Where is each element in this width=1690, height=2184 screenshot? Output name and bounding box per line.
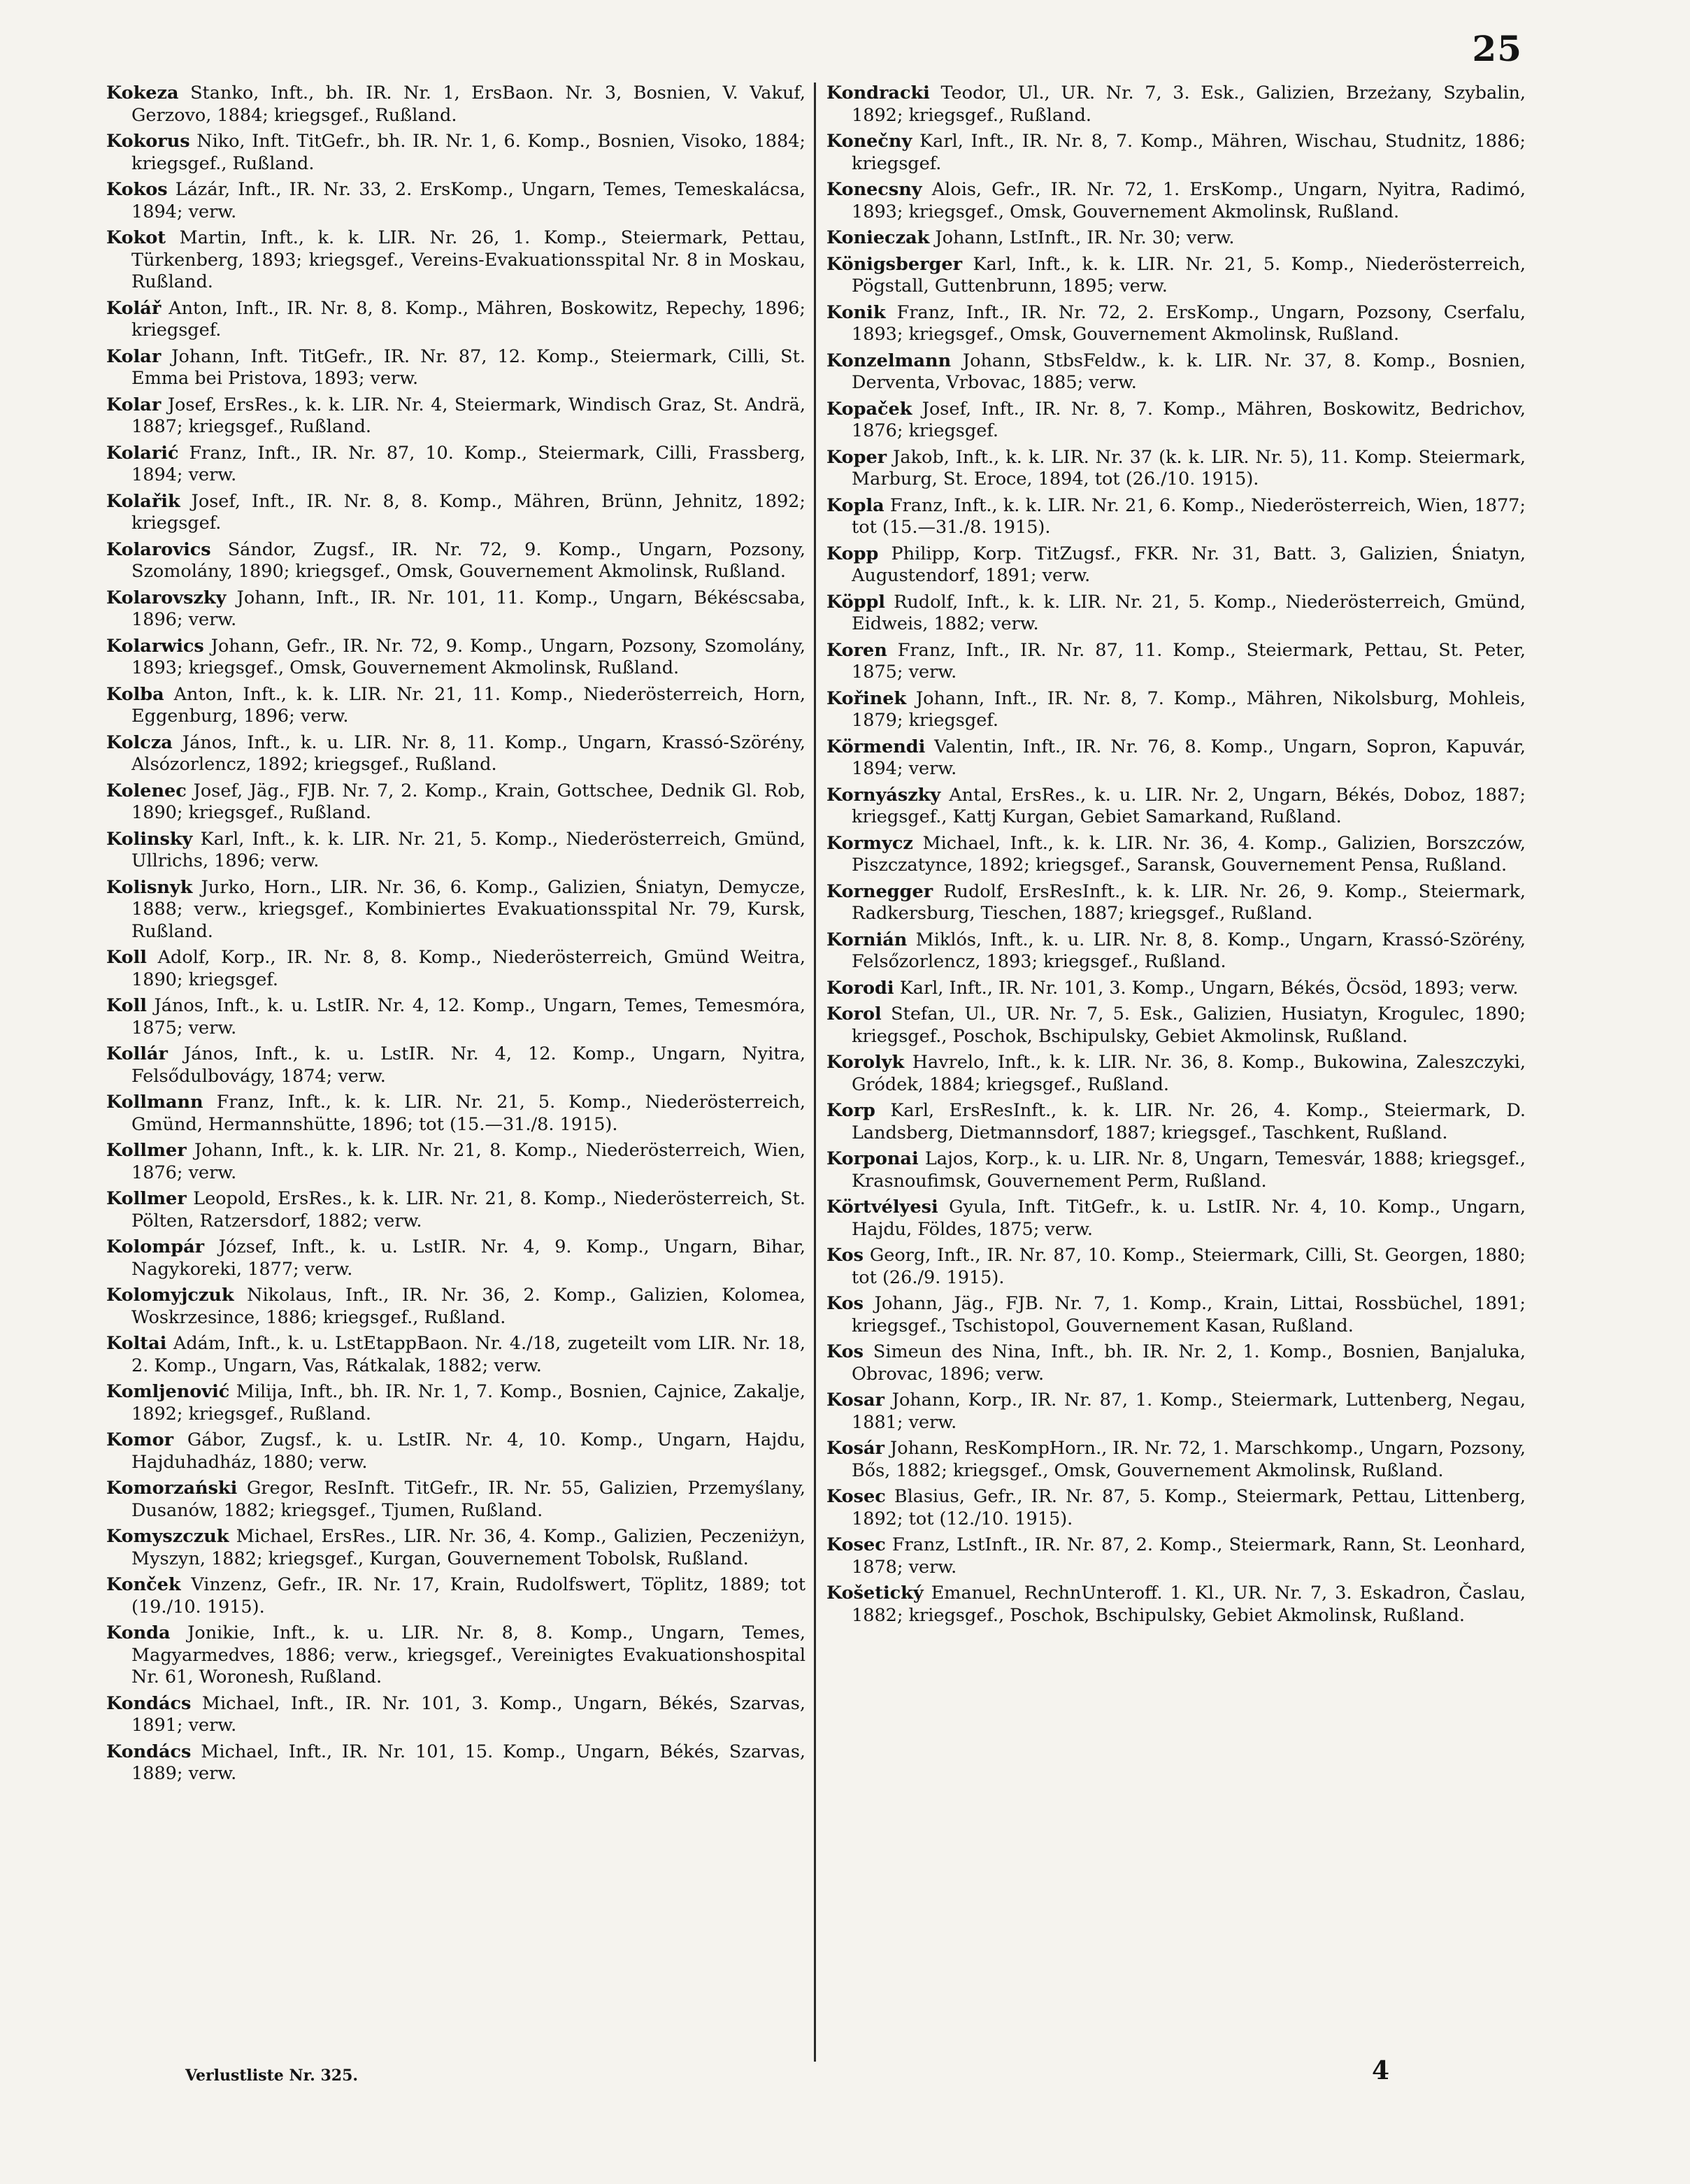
entry-surname: Kos [826, 1293, 864, 1314]
entry-details: Karl, Inft., k. k. LIR. Nr. 21, 5. Komp., Niederösterreich, Pögstall, Guttenbrunn, 1895; verw. [852, 253, 1526, 297]
entry-surname: Kokeza [106, 83, 179, 104]
list-entry [826, 1004, 1526, 1048]
entry-details: Franz, Inft., k. k. LIR. Nr. 21, 6. Komp., Niederösterreich, Wien, 1877; tot (15.—31./8. 1915). [852, 494, 1526, 538]
list-entry [826, 350, 1526, 394]
list-entry [106, 179, 805, 223]
entry-details: Nikolaus, Inft., IR. Nr. 36, 2. Komp., Galizien, Kolomea, Woskrzesince, 1886; kriegsgef., Rußland. [131, 1285, 805, 1328]
entry-details: Karl, ErsResInft., k. k. LIR. Nr. 26, 4. Komp., Steiermark, D. Landsberg, Dietmannsdorf, 1887; kriegsgef., Taschkent, Rußland. [852, 1100, 1526, 1143]
entry-surname: Kolomyjczuk [106, 1285, 234, 1306]
entry-surname: Kollmer [106, 1188, 187, 1209]
list-entry [826, 833, 1526, 877]
entry-details: Franz, Inft., IR. Nr. 87, 11. Komp., Steiermark, Pettau, St. Peter, 1875; verw. [852, 639, 1526, 683]
entry-details: Johann, Korp., IR. Nr. 87, 1. Komp., Steiermark, Luttenberg, Negau, 1881; verw. [852, 1390, 1526, 1433]
entry-details: Josef, Inft., IR. Nr. 8, 7. Komp., Mähren, Boskowitz, Bedrichov, 1876; kriegsgef. [852, 398, 1526, 441]
entry-details: Michael, ErsRes., LIR. Nr. 36, 4. Komp., Galizien, Peczeniżyn, Myszyn, 1882; kriegsgef., Kurgan, Gouvernement Tobolsk, Rußland. [131, 1526, 805, 1569]
entry-details: Georg, Inft., IR. Nr. 87, 10. Komp., Steiermark, Cilli, St. Georgen, 1880; tot (26./9. 1915). [852, 1245, 1526, 1288]
entry-details: Rudolf, ErsResInft., k. k. LIR. Nr. 26, 9. Komp., Steiermark, Radkersburg, Tieschen, 1887; kriegsgef., Rußland. [852, 880, 1526, 924]
list-entry [106, 1092, 805, 1136]
entry-details: Blasius, Gefr., IR. Nr. 87, 5. Komp., Steiermark, Pettau, Littenberg, 1892; tot (12./10. 1915). [852, 1486, 1526, 1529]
column-divider [814, 83, 816, 2062]
list-entry [826, 688, 1526, 732]
list-entry [826, 83, 1526, 127]
list-entry [826, 1534, 1526, 1578]
entry-details: Johann, Jäg., FJB. Nr. 7, 1. Komp., Krain, Littai, Rossbüchel, 1891; kriegsgef., Tschistopol, Gouvernement Kasan, Rußland. [852, 1293, 1526, 1336]
list-entry [106, 1285, 805, 1329]
entry-surname: Kollmann [106, 1092, 203, 1113]
entry-details: Johann, Inft., k. k. LIR. Nr. 21, 8. Komp., Niederösterreich, Wien, 1876; verw. [131, 1140, 805, 1183]
list-entry [826, 881, 1526, 925]
entry-surname: Kolinsky [106, 828, 193, 850]
list-entry [106, 829, 805, 873]
list-entry [106, 732, 805, 776]
list-entry [826, 929, 1526, 973]
list-entry [826, 227, 1526, 250]
list-entry [826, 302, 1526, 346]
list-entry [106, 1236, 805, 1280]
list-entry [826, 736, 1526, 780]
entry-surname: Konček [106, 1574, 181, 1595]
entry-details: Michael, Inft., IR. Nr. 101, 3. Komp., Ungarn, Békés, Szarvas, 1891; verw. [131, 1692, 805, 1736]
entry-surname: Konda [106, 1622, 171, 1643]
entry-details: Rudolf, Inft., k. k. LIR. Nr. 21, 5. Komp., Niederösterreich, Gmünd, Eidweis, 1882; verw. [852, 591, 1526, 634]
entry-details: Stefan, Ul., UR. Nr. 7, 5. Esk., Galizien, Husiatyn, Krogulec, 1890; kriegsgef., Poschok, Bschipulsky, Gebiet Akmolinsk, Rußland. [852, 1004, 1526, 1047]
entry-details: Havrelo, Inft., k. k. LIR. Nr. 36, 8. Komp., Bukowina, Zaleszczyki, Gródek, 1884; kriegsgef., Rußland. [852, 1052, 1526, 1095]
entry-surname: Kornyászky [826, 784, 941, 806]
entry-surname: Kondács [106, 1741, 192, 1762]
entry-details: Anton, Inft., k. k. LIR. Nr. 21, 11. Komp., Niederösterreich, Horn, Eggenburg, 1896; verw. [131, 683, 806, 727]
entry-surname: Kolar [106, 345, 162, 367]
entry-details: Stanko, Inft., bh. IR. Nr. 1, ErsBaon. Nr. 3, Bosnien, V. Vakuf, Gerzovo, 1884; kriegsgef., Rußland. [131, 83, 805, 126]
list-entry [826, 785, 1526, 829]
entry-surname: Kokorus [106, 131, 190, 152]
list-entry [826, 131, 1526, 175]
list-entry [826, 1486, 1526, 1530]
entry-details: Gyula, Inft. TitGefr., k. u. LstIR. Nr. 4, 10. Komp., Ungarn, Hajdu, Földes, 1875; verw. [852, 1197, 1526, 1240]
entry-details: Karl, Inft., IR. Nr. 8, 7. Komp., Mähren, Wischau, Studnitz, 1886; kriegsgef. [852, 131, 1526, 174]
entry-surname: Köppl [826, 591, 885, 613]
entry-details: Milija, Inft., bh. IR. Nr. 1, 7. Komp., Bosnien, Cajnice, Zakalje, 1892; kriegsgef., Rußland. [131, 1381, 806, 1425]
page-number: 25 [1472, 28, 1522, 69]
list-entry [826, 1341, 1526, 1385]
entry-surname: Kosec [826, 1486, 886, 1507]
list-entry [826, 1052, 1526, 1096]
entry-surname: Koper [826, 446, 887, 468]
list-entry [106, 1333, 805, 1377]
list-entry [826, 1583, 1526, 1627]
entry-details: Emanuel, RechnUnteroff. 1. Kl., UR. Nr. 7, 3. Eskadron, Časlau, 1882; kriegsgef., Poschok, Bschipulsky, Gebiet Akmolinsk, Rußland. [852, 1583, 1526, 1626]
entry-surname: Kokot [106, 227, 166, 248]
list-entry [106, 1693, 805, 1737]
entry-surname: Korolyk [826, 1052, 905, 1073]
entry-surname: Korodi [826, 977, 894, 999]
entry-details: Franz, LstInft., IR. Nr. 87, 2. Komp., Steiermark, Rann, St. Leonhard, 1878; verw. [852, 1534, 1526, 1578]
entry-surname: Komorzański [106, 1478, 238, 1499]
entry-surname: Komyszczuk [106, 1526, 229, 1547]
list-entry [826, 399, 1526, 443]
entry-details: Johann, Inft. TitGefr., IR. Nr. 87, 12. Komp., Steiermark, Cilli, St. Emma bei Pristova, 1893; verw. [131, 345, 805, 389]
entry-surname: Kos [826, 1245, 864, 1266]
list-entry [106, 346, 805, 390]
entry-details: Jakob, Inft., k. k. LIR. Nr. 37 (k. k. LIR. Nr. 5), 11. Komp. Steiermark, Marburg, St. Eroce, 1894, tot (26./10. 1915). [852, 446, 1526, 490]
entry-details: Teodor, Ul., UR. Nr. 7, 3. Esk., Galizien, Brzeżany, Szybalin, 1892; kriegsgef., Rußland. [852, 83, 1526, 126]
entry-details: Johann, Inft., IR. Nr. 8, 7. Komp., Mähren, Nikolsburg, Mohleis, 1879; kriegsgef. [852, 687, 1526, 731]
entry-surname: Kolarovszky [106, 587, 227, 608]
entry-details: Anton, Inft., IR. Nr. 8, 8. Komp., Mähren, Boskowitz, Repechy, 1896; kriegsgef. [131, 297, 805, 341]
entry-details: Leopold, ErsRes., k. k. LIR. Nr. 21, 8. Komp., Niederösterreich, St. Pölten, Ratzersdorf, 1882; verw. [131, 1188, 805, 1232]
entry-details: Gábor, Zugsf., k. u. LstIR. Nr. 4, 10. Komp., Ungarn, Hajdu, Hajduhadház, 1880; verw. [131, 1429, 805, 1473]
entry-details: Johann, LstInft., IR. Nr. 30; verw. [935, 227, 1235, 248]
list-entry [106, 1741, 805, 1785]
entry-details: Franz, Inft., IR. Nr. 72, 2. ErsKomp., Ungarn, Pozsony, Cserfalu, 1893; kriegsgef., Omsk, Gouvernement Akmolinsk, Rußland. [852, 301, 1526, 345]
list-entry [106, 227, 805, 294]
entry-surname: Körtvélyesi [826, 1197, 938, 1218]
entry-details: Simeun des Nina, Inft., bh. IR. Nr. 2, 1. Komp., Bosnien, Banjaluka, Obrovac, 1896; verw. [852, 1341, 1526, 1385]
entry-details: Josef, Inft., IR. Nr. 8, 8. Komp., Mähren, Brünn, Jehnitz, 1892; kriegsgef. [131, 490, 805, 534]
left-column [106, 83, 805, 1790]
entry-surname: Kolář [106, 297, 162, 319]
entry-details: József, Inft., k. u. LstIR. Nr. 4, 9. Komp., Ungarn, Bihar, Nagykoreki, 1877; verw. [131, 1236, 806, 1280]
entry-details: Michael, Inft., IR. Nr. 101, 15. Komp., Ungarn, Békés, Szarvas, 1889; verw. [131, 1741, 806, 1784]
entry-surname: Kosár [826, 1438, 885, 1459]
list-entry [106, 877, 805, 943]
footer-list-number: Verlustliste Nr. 325. [185, 2067, 359, 2085]
entry-surname: Koll [106, 995, 147, 1016]
entry-surname: Kos [826, 1341, 864, 1362]
entry-surname: Körmendi [826, 736, 926, 757]
list-entry [106, 947, 805, 991]
entry-details: Jurko, Horn., LIR. Nr. 36, 6. Komp., Galizien, Śniatyn, Demycze, 1888; verw., kriegsgef., Kombiniertes Evakuationsspital Nr. 79, Kursk, Rußland. [131, 876, 805, 942]
entry-surname: Kolar [106, 394, 162, 415]
list-entry [106, 1622, 805, 1689]
entry-surname: Kosar [826, 1390, 885, 1411]
entry-details: Karl, Inft., k. k. LIR. Nr. 21, 5. Komp., Niederösterreich, Gmünd, Ullrichs, 1896; verw. [131, 828, 806, 871]
entry-surname: Kolba [106, 683, 164, 705]
list-entry [106, 780, 805, 825]
entry-details: Vinzenz, Gefr., IR. Nr. 17, Krain, Rudolfswert, Töplitz, 1889; tot (19./10. 1915). [131, 1574, 805, 1618]
entry-surname: Korp [826, 1100, 875, 1121]
list-entry [106, 1381, 805, 1425]
list-entry [826, 1245, 1526, 1289]
list-entry [826, 1100, 1526, 1144]
list-entry [826, 1438, 1526, 1482]
entry-details: Sándor, Zugsf., IR. Nr. 72, 9. Komp., Ungarn, Pozsony, Szomolány, 1890; kriegsgef., Omsk, Gouvernement Akmolinsk, Rußland. [131, 538, 805, 582]
list-entry [826, 179, 1526, 223]
list-entry [826, 254, 1526, 298]
list-entry [106, 1478, 805, 1522]
entry-details: Franz, Inft., IR. Nr. 87, 10. Komp., Steiermark, Cilli, Frassberg, 1894; verw. [131, 442, 805, 485]
entry-details: Niko, Inft. TitGefr., bh. IR. Nr. 1, 6. Komp., Bosnien, Visoko, 1884; kriegsgef., Rußland. [131, 131, 806, 174]
entry-details: Lajos, Korp., k. u. LIR. Nr. 8, Ungarn, Temesvár, 1888; kriegsgef., Krasnoufimsk, Gouvernement Perm, Rußland. [852, 1148, 1526, 1192]
entry-surname: Kosec [826, 1534, 886, 1555]
list-entry [106, 131, 805, 175]
entry-surname: Kořinek [826, 687, 907, 709]
list-entry [826, 1293, 1526, 1337]
entry-surname: Konik [826, 301, 886, 323]
list-entry [826, 543, 1526, 587]
entry-surname: Koren [826, 639, 887, 661]
entry-surname: Korol [826, 1004, 882, 1025]
entry-surname: Konzelmann [826, 350, 952, 371]
list-entry [106, 1526, 805, 1570]
entry-surname: Kolenec [106, 780, 187, 801]
entry-details: Franz, Inft., k. k. LIR. Nr. 21, 5. Komp., Niederösterreich, Gmünd, Hermannshütte, 1896; tot (15.—31./8. 1915). [131, 1092, 805, 1135]
list-entry [826, 978, 1526, 1000]
list-entry [106, 636, 805, 680]
entry-surname: Kolarwics [106, 635, 204, 657]
entry-details: Adám, Inft., k. u. LstEtappBaon. Nr. 4./18, zugeteilt vom LIR. Nr. 18, 2. Komp., Ungarn, Vas, Rátkalak, 1882; verw. [131, 1333, 806, 1376]
entry-details: Alois, Gefr., IR. Nr. 72, 1. ErsKomp., Ungarn, Nyitra, Radimó, 1893; kriegsgef., Omsk, Gouvernement Akmolinsk, Rußland. [852, 179, 1526, 222]
list-entry [106, 443, 805, 487]
entry-surname: Kopp [826, 543, 879, 564]
entry-details: Martin, Inft., k. k. LIR. Nr. 26, 1. Komp., Steiermark, Pettau, Türkenberg, 1893; kriegsgef., Vereins-Evakuationsspital Nr. 8 in Moskau, Rußland. [131, 227, 805, 292]
list-entry [826, 1148, 1526, 1192]
list-entry [106, 83, 805, 127]
list-entry [106, 1574, 805, 1618]
list-entry [826, 447, 1526, 491]
list-entry [826, 1197, 1526, 1241]
entry-surname: Kolarovics [106, 538, 211, 560]
entry-details: Josef, Jäg., FJB. Nr. 7, 2. Komp., Krain, Gottschee, Dednik Gl. Rob, 1890; kriegsgef., Rußland. [131, 780, 806, 823]
entry-details: Philipp, Korp. TitZugsf., FKR. Nr. 31, Batt. 3, Galizien, Śniatyn, Augustendorf, 1891; verw. [852, 543, 1526, 586]
entry-surname: Konečny [826, 131, 912, 152]
list-entry [106, 1188, 805, 1232]
entry-surname: Kollár [106, 1043, 168, 1064]
entry-details: Karl, Inft., IR. Nr. 101, 3. Komp., Ungarn, Békés, Öcsöd, 1893; verw. [899, 977, 1519, 999]
entry-surname: Komor [106, 1429, 174, 1450]
entry-surname: Kolařik [106, 490, 180, 512]
list-entry [106, 539, 805, 583]
list-entry [106, 1429, 805, 1473]
entry-surname: Kolarić [106, 442, 179, 464]
entry-details: Antal, ErsRes., k. u. LIR. Nr. 2, Ungarn, Békés, Doboz, 1887; kriegsgef., Kattj Kurgan, Gebiet Samarkand, Rußland. [852, 784, 1526, 827]
list-entry [106, 1140, 805, 1184]
right-column [826, 83, 1526, 1631]
entry-surname: Kornián [826, 929, 908, 950]
entry-details: Johann, StbsFeldw., k. k. LIR. Nr. 37, 8. Komp., Bosnien, Derventa, Vrbovac, 1885; verw. [852, 350, 1526, 393]
list-entry [106, 394, 805, 438]
entry-surname: Korponai [826, 1148, 919, 1169]
entry-details: Michael, Inft., k. k. LIR. Nr. 36, 4. Komp., Galizien, Borszczów, Piszczatynce, 1892; kriegsgef., Saransk, Gouvernement Pensa, Rußland. [852, 832, 1526, 876]
entry-details: Johann, ResKompHorn., IR. Nr. 72, 1. Marschkomp., Ungarn, Pozsony, Bős, 1882; kriegsgef., Omsk, Gouvernement Akmolinsk, Rußland. [852, 1438, 1526, 1481]
entry-details: Adolf, Korp., IR. Nr. 8, 8. Komp., Niederösterreich, Gmünd Weitra, 1890; kriegsgef. [131, 947, 805, 990]
entry-details: János, Inft., k. u. LstIR. Nr. 4, 12. Komp., Ungarn, Temes, Temesmóra, 1875; verw. [131, 995, 805, 1039]
entry-details: János, Inft., k. u. LIR. Nr. 8, 11. Komp., Ungarn, Krassó-Szörény, Alsózorlencz, 1892; kriegsgef., Rußland. [131, 731, 805, 775]
entry-surname: Kornegger [826, 880, 933, 902]
entry-surname: Kollmer [106, 1140, 187, 1161]
list-entry [106, 1043, 805, 1087]
entry-surname: Kopaček [826, 398, 912, 420]
entry-surname: Koll [106, 947, 147, 968]
list-entry [106, 684, 805, 728]
entry-surname: Košetický [826, 1583, 924, 1604]
entry-details: Gregor, ResInft. TitGefr., IR. Nr. 55, Galizien, Przemyślany, Dusanów, 1882; kriegsgef., Tjumen, Rußland. [131, 1478, 806, 1521]
entry-details: Jonikie, Inft., k. u. LIR. Nr. 8, 8. Komp., Ungarn, Temes, Magyarmedves, 1886; verw., kriegsgef., Vereinigtes Evakuationshospital Nr. 61, Woronesh, Rußland. [131, 1622, 806, 1687]
footer-signature-mark: 4 [1372, 2056, 1390, 2085]
entry-surname: Kolcza [106, 731, 173, 753]
list-entry [106, 587, 805, 631]
entry-surname: Konecsny [826, 179, 922, 200]
entry-surname: Konieczak [826, 227, 930, 248]
entry-details: Johann, Gefr., IR. Nr. 72, 9. Komp., Ungarn, Pozsony, Szomolány, 1893; kriegsgef., Omsk, Gouvernement Akmolinsk, Rußland. [131, 635, 805, 678]
entry-surname: Kolisnyk [106, 876, 193, 898]
list-entry [826, 640, 1526, 684]
entry-surname: Kopla [826, 494, 885, 516]
entry-surname: Kondracki [826, 83, 930, 104]
entry-surname: Komljenović [106, 1381, 230, 1402]
list-entry [106, 298, 805, 342]
entry-surname: Kondács [106, 1692, 192, 1714]
entry-surname: Kokos [106, 179, 168, 200]
list-entry [826, 495, 1526, 539]
entry-surname: Kolompár [106, 1236, 205, 1257]
entry-details: János, Inft., k. u. LstIR. Nr. 4, 12. Komp., Ungarn, Nyitra, Felsődulbovágy, 1874; verw. [131, 1043, 805, 1087]
entry-details: Johann, Inft., IR. Nr. 101, 11. Komp., Ungarn, Békéscsaba, 1896; verw. [131, 587, 805, 630]
entry-surname: Kormycz [826, 832, 913, 854]
entry-details: Valentin, Inft., IR. Nr. 76, 8. Komp., Ungarn, Sopron, Kapuvár, 1894; verw. [852, 736, 1526, 779]
entry-surname: Königsberger [826, 253, 963, 275]
list-entry [106, 491, 805, 535]
entry-details: Josef, ErsRes., k. k. LIR. Nr. 4, Steiermark, Windisch Graz, St. Andrä, 1887; kriegsgef., Rußland. [131, 394, 805, 437]
list-entry [826, 592, 1526, 636]
list-entry [106, 995, 805, 1039]
list-entry [826, 1390, 1526, 1434]
entry-details: Lázár, Inft., IR. Nr. 33, 2. ErsKomp., Ungarn, Temes, Temeskalácsa, 1894; verw. [131, 179, 805, 222]
entry-details: Miklós, Inft., k. u. LIR. Nr. 8, 8. Komp., Ungarn, Krassó-Szörény, Felsőzorlencz, 1893; kriegsgef., Rußland. [852, 929, 1526, 972]
entry-surname: Koltai [106, 1333, 167, 1354]
